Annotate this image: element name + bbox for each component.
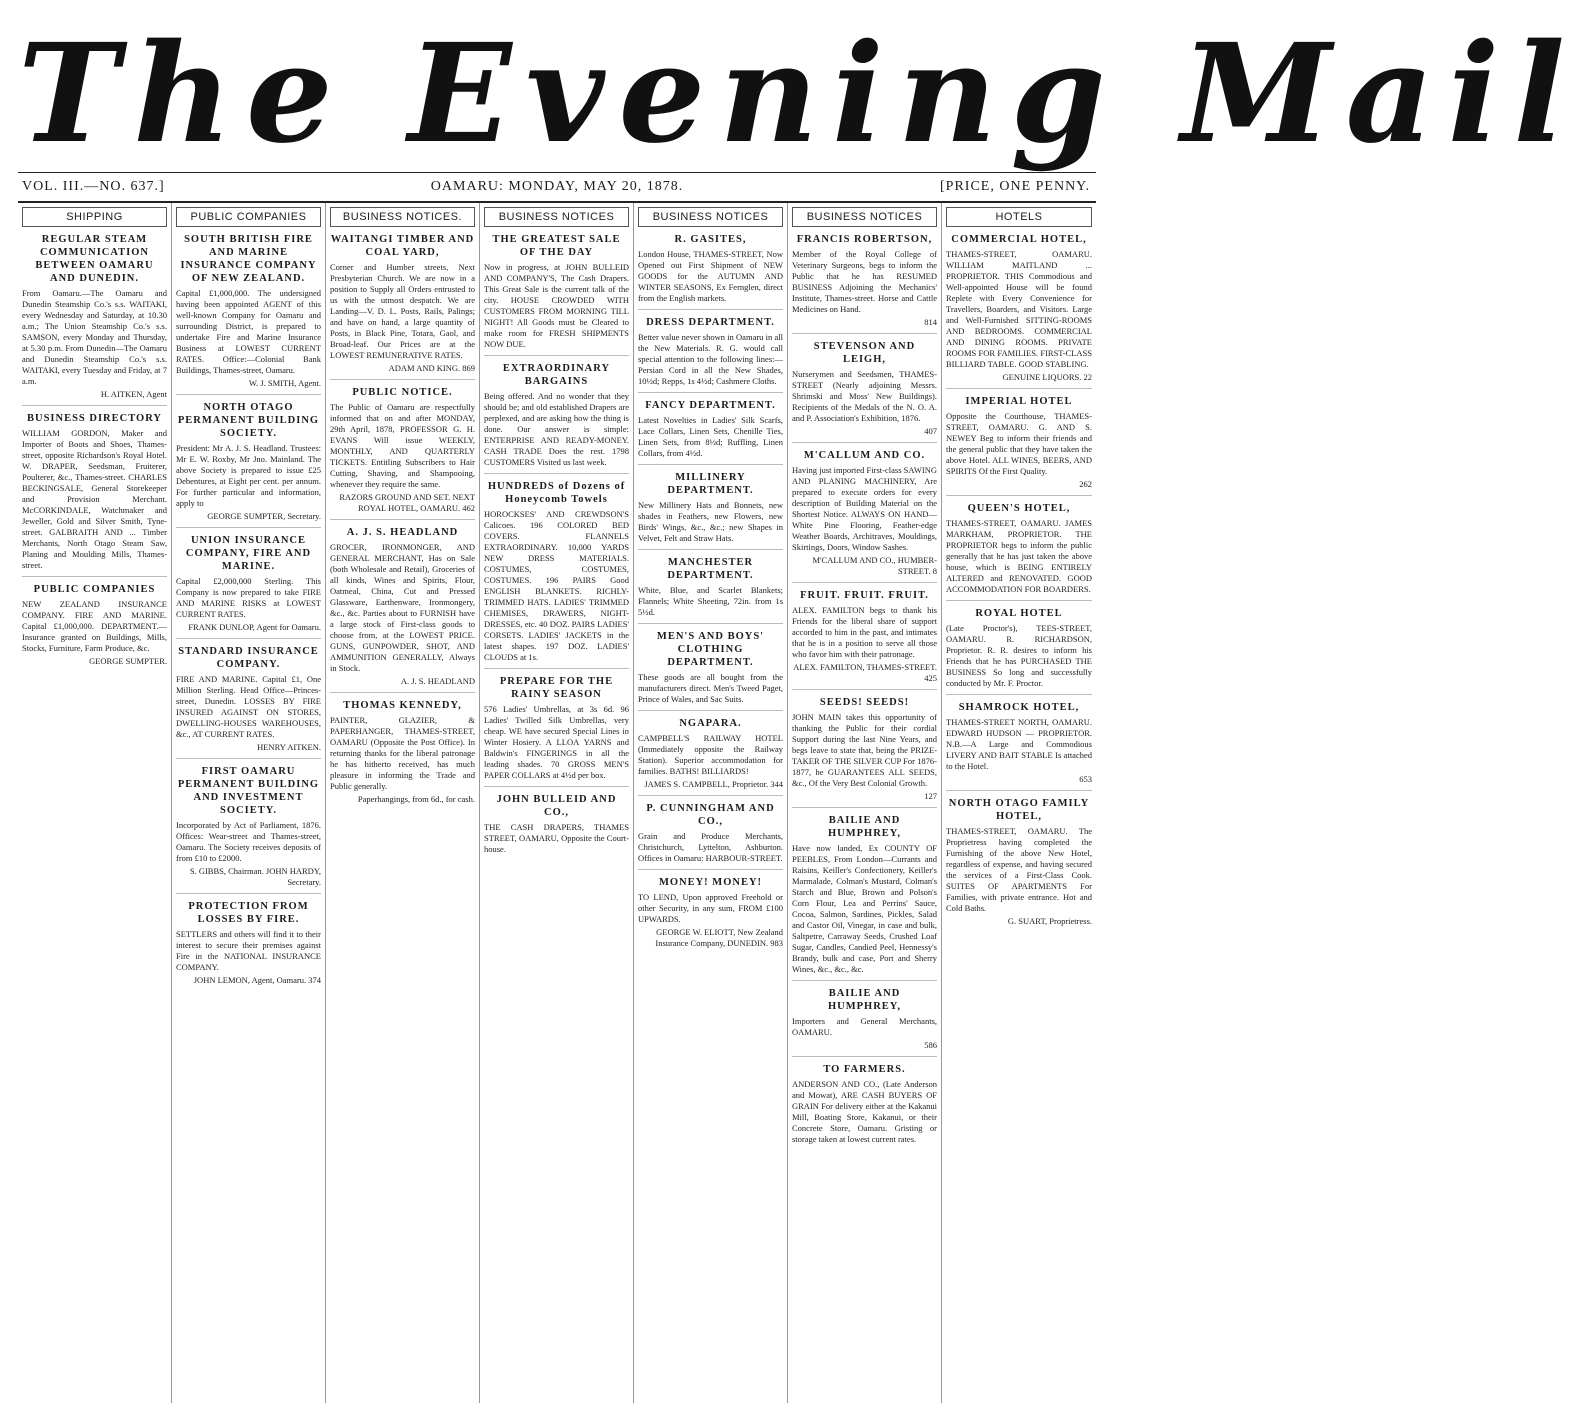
advertisement	[792, 449, 937, 583]
ad-body: PAINTER, GLAZIER, & PAPERHANGER, THAMES-STREET, OAMARU (Opposite the Post Office). In returning thanks for the liberal patronage he has hitherto received, has much pleasure in informing the Trade and Public generally.	[330, 715, 475, 791]
volume-number: VOL. III.—NO. 637.]	[22, 179, 165, 194]
column-4	[480, 203, 634, 1403]
ad-headline: BUSINESS DIRECTORY	[26, 413, 163, 424]
ad-body: WILLIAM GORDON, Maker and Importer of Boots and Shoes, Thames-street, opposite Richardson's Royal Hotel. W. DRAPER, Seedsman, Fruiterer, Poulterer, &c., Thames-street. CHARLES BECKINGSALE, General Storekeeper and Provision Merchant. McCORKINDALE, Watchmaker and Jeweller, Gold and Silver Smith, Tyne-street. GALBRAITH AND ... Timber Merchants, North Otago Steam Saw, Planing and Moulding Mills, Thames-street.	[22, 428, 167, 570]
ad-headline: FRANCIS ROBERTSON,	[796, 234, 933, 245]
ad-body: GROCER, IRONMONGER, AND GENERAL MERCHANT, Has on Sale (both Wholesale and Retail), Groceries of all kinds, Wines and Spirits, Flour, Oatmeal, China, Cut and Pressed Glassware, Earthenware, Ironmongery, &c., &c. Parties about to FURNISH have a large stock of First-class goods to choose from, at the LOWEST PRICE. GUNS, GUNPOWDER, SHOT, AND AMMUNITION GENERALLY, Always in Stock.	[330, 542, 475, 673]
ad-headline: HUNDREDS of Dozens of Honeycomb Towels	[487, 481, 626, 505]
ad-body: THAMES-STREET, OAMARU. The Proprietress having completed the Furnishing of the above New Hotel, regardless of expense, and having secured the services of a First-Class Cook. SUITES OF APARTMENTS For Families, with private entrance. Hot and Cold Baths.	[946, 826, 1092, 913]
advertisement	[792, 340, 937, 443]
ad-signature: ALEX. FAMILTON, THAMES-STREET. 425	[793, 662, 937, 683]
advertisement	[330, 699, 475, 810]
advertisement	[330, 233, 475, 380]
ad-body: Corner and Humber streets, Next Presbyterian Church. We are now in a position to Supply all Orders entrusted to us with the utmost despatch. We are Landing—V. D. L. Posts, Rails, Palings; and have on hand, a large quantity of Posts, in Black Pine, Totara, Gaol, and Broad-leaf. Our Prices are at the LOWEST REMUNERATIVE RATES.	[330, 262, 475, 360]
advertisement	[638, 630, 783, 711]
advertisement	[484, 480, 629, 669]
ad-signature: G. SUART, Proprietress.	[1007, 916, 1092, 926]
ad-body: Grain and Produce Merchants, Christchurch, Lyttelton, Ashburton. Offices in Oamaru: HARBOUR-STREET.	[638, 831, 783, 863]
ad-signature: JOHN LEMON, Agent, Oamaru. 374	[193, 975, 321, 985]
ad-body: Now in progress, at JOHN BULLEID AND COMPANY'S, The Cash Drapers. This Great Sale is the current talk of the city. HOUSE CROWDED WITH CUSTOMERS FROM MORNING TILL NIGHT! All Goods must be Cleared to make room for FRESH SHIPMENTS NOW DUE.	[484, 262, 629, 349]
ad-headline: FIRST OAMARU PERMANENT BUILDING AND INVESTMENT SOCIETY.	[177, 766, 320, 816]
ad-signature: M'CALLUM AND CO., HUMBER-STREET. 8	[812, 555, 937, 576]
advertisement	[792, 233, 937, 334]
ad-headline: MILLINERY DEPARTMENT.	[667, 472, 754, 496]
ad-signature: 127	[924, 791, 937, 801]
ad-body: The Public of Oamaru are respectfully informed that on and after MONDAY, 29th April, 1878, PROFESSOR G. H. EVANS Will issue WEEKLY, MONTHLY, AND QUARTERLY TICKETS. Entitling Subscribers to Hair Cutting, Shaving, and Shampooing, whenever they require the same.	[330, 402, 475, 489]
ad-signature: Paperhangings, from 6d., for cash.	[357, 794, 475, 804]
ad-signature: 653	[1079, 774, 1092, 784]
advertisement	[792, 696, 937, 808]
ad-body: 576 Ladies' Umbrellas, at 3s 6d. 96 Ladies' Twilled Silk Umbrellas, very cheap. WE have secured Special Lines in Winter Hosiery. A LLOA YARNS and Baldwin's FINGERINGS in all the leading shades. 70 GROSS MEN'S PAPER COLLARS at 4½d per box.	[484, 704, 629, 780]
ad-headline: BAILIE AND HUMPHREY,	[827, 988, 902, 1012]
ad-headline: SEEDS! SEEDS!	[819, 697, 910, 708]
ad-headline: A. J. S. HEADLAND	[346, 527, 459, 538]
advertisement	[946, 701, 1092, 791]
advertisement	[638, 399, 783, 465]
ad-headline: UNION INSURANCE COMPANY, FIRE AND MARINE.	[185, 535, 312, 572]
ad-headline: TO FARMERS.	[823, 1064, 906, 1075]
ad-body: Incorporated by Act of Parliament, 1876. Offices: Wear-street and Thames-street, Oamaru. The Society receives deposits of from £10 to £2000.	[176, 820, 321, 863]
advertisement	[792, 1063, 937, 1150]
ad-headline: PUBLIC COMPANIES	[33, 584, 156, 595]
ad-body: THAMES-STREET, OAMARU. JAMES MARKHAM, PROPRIETOR. THE PROPRIETOR begs to inform the public generally that he has just taken the above house, which is BEING ENTIRELY ALTERED and RENOVATED. GOOD ACCOMMODATION FOR BOARDERS.	[946, 518, 1092, 594]
ad-body: Capital £2,000,000 Sterling. This Company is now prepared to take FIRE AND MARINE RISKS at LOWEST CURRENT RATES.	[176, 576, 321, 619]
advertisement	[484, 362, 629, 474]
issue-info-bar	[18, 172, 1096, 203]
advertisement	[22, 583, 167, 672]
ad-signature: RAZORS GROUND AND SET. NEXT ROYAL HOTEL, OAMARU. 462	[339, 492, 475, 513]
ad-headline: NORTH OTAGO FAMILY HOTEL,	[948, 798, 1090, 822]
ad-body: London House, THAMES-STREET, Now Opened out First Shipment of NEW GOODS for the AUTUMN AND WINTER SEASONS, Ex Fernglen, direct from the English markets.	[638, 249, 783, 303]
ad-body: Being offered. And no wonder that they should be; and old established Drapers are perplexed, and are asking how the thing is done. Our answer is simple: ENTERPRISE AND READY-MONEY. CASH TRADE Does the rest. 1798 CUSTOMERS Visited us last week.	[484, 391, 629, 467]
advertisement	[484, 675, 629, 787]
ad-signature: 814	[924, 317, 937, 327]
ad-signature: A. J. S. HEADLAND	[400, 676, 475, 686]
ad-headline: P. CUNNINGHAM AND CO.,	[646, 803, 775, 827]
advertisement	[22, 233, 167, 406]
ad-body: Capital £1,000,000. The undersigned having been appointed AGENT of this well-known Company for Oamaru and surrounding District, is prepared to undertake Fire and Marine Insurance Business at LOWEST CURRENT RATES. Office:—Colonial Bank Buildings, Thames-street, Oamaru.	[176, 288, 321, 375]
advertisement	[176, 233, 321, 395]
ad-body: Importers and General Merchants, OAMARU.	[792, 1016, 937, 1037]
column-1	[18, 203, 172, 1403]
ad-body: (Late Proctor's), TEES-STREET, OAMARU. R. RICHARDSON, Proprietor. R. R. desires to inform his Friends that he has PURCHASED THE BUSINESS So long and successfully conducted by Mr. F. Proctor.	[946, 623, 1092, 688]
ad-signature: GEORGE SUMPTER.	[89, 656, 167, 666]
advertisement	[638, 717, 783, 796]
ad-body: ANDERSON AND CO., (Late Anderson and Mowat), ARE CASH BUYERS OF GRAIN For delivery either at the Kakanui Mill, Boating Store, Kakanui, or their Concrete Store, Oamaru. Gristing or storage taken at lowest current rates.	[792, 1079, 937, 1144]
advertisement	[176, 401, 321, 528]
advertisement	[792, 987, 937, 1057]
advertisement	[638, 876, 783, 954]
ad-body: CAMPBELL'S RAILWAY HOTEL (Immediately opposite the Railway Station). Superior accommodation for families. BATHS! BILLIARDS!	[638, 733, 783, 776]
advertisement	[484, 793, 629, 860]
advertisement	[638, 471, 783, 550]
ad-body: President: Mr A. J. S. Headland. Trustees: Mr E. W. Roxby, Mr Jno. Mainland. The above Society is prepared to issue £25 Debentures, at Eight per cent. per annum. For further particular and information, apply to	[176, 443, 321, 508]
ad-headline: MONEY! MONEY!	[658, 877, 763, 888]
advertisement	[330, 386, 475, 520]
column-heading: SHIPPING	[22, 207, 167, 227]
column-3	[326, 203, 480, 1403]
ad-signature: JAMES S. CAMPBELL, Proprietor. 344	[644, 779, 783, 789]
ad-signature: W. J. SMITH, Agent.	[248, 378, 321, 388]
ad-body: THE CASH DRAPERS, THAMES STREET, OAMARU, Opposite the Court-house.	[484, 822, 629, 854]
ad-headline: QUEEN'S HOTEL,	[967, 503, 1071, 514]
masthead	[18, 14, 1579, 174]
ad-body: Better value never shown in Oamaru in all the New Materials. R. G. would call special attention to the following lines:—Persian Cord in all the New Shades, 10½d; Repps, 1s 4½d; Cashmere Cloths.	[638, 332, 783, 386]
advertisement	[638, 802, 783, 870]
issue-price: [PRICE, ONE PENNY.	[940, 179, 1090, 194]
advertisement	[176, 900, 321, 991]
ad-headline: THE GREATEST SALE OF THE DAY	[492, 234, 621, 258]
advertisement	[638, 233, 783, 310]
column-heading: BUSINESS NOTICES	[792, 207, 937, 227]
advertisement	[22, 412, 167, 577]
ad-body: TO LEND, Upon approved Freehold or other Security, in any sum, FROM £100 UPWARDS.	[638, 892, 783, 924]
ad-headline: EXTRAORDINARY BARGAINS	[502, 363, 611, 387]
ad-signature: FRANK DUNLOP, Agent for Oamaru.	[188, 622, 321, 632]
ad-body: Member of the Royal College of Veterinary Surgeons, begs to inform the Public that he has RESUMED BUSINESS Adjoining the Mechanics' Institute, Thames-street. Horse and Cattle Medicines on Hand.	[792, 249, 937, 314]
ad-headline: COMMERCIAL HOTEL,	[951, 234, 1087, 245]
ad-headline: FANCY DEPARTMENT.	[645, 400, 776, 411]
ad-signature: 262	[1079, 479, 1092, 489]
ad-headline: FRUIT. FRUIT. FRUIT.	[800, 590, 929, 601]
ad-headline: STEVENSON AND LEIGH,	[813, 341, 916, 365]
ad-headline: PUBLIC NOTICE.	[352, 387, 453, 398]
issue-date: OAMARU: MONDAY, MAY 20, 1878.	[430, 179, 684, 194]
column-heading: BUSINESS NOTICES	[484, 207, 629, 227]
newspaper-title: The Evening Mail	[18, 14, 1579, 174]
advertisement	[946, 395, 1092, 496]
advertisement	[638, 316, 783, 393]
ad-headline: BAILIE AND HUMPHREY,	[827, 815, 902, 839]
advertisement	[946, 233, 1092, 389]
column-6	[788, 203, 942, 1403]
ad-body: Latest Novelties in Ladies' Silk Scarfs, Lace Collars, Linen Sets, Chenille Ties, Linen Sets, from 8½d; Ruffling, Linen Collars, from 4½d.	[638, 415, 783, 458]
ad-headline: PREPARE FOR THE RAINY SEASON	[499, 676, 614, 700]
ad-headline: IMPERIAL HOTEL	[965, 396, 1073, 407]
advertisement	[946, 797, 1092, 932]
ad-body: New Millinery Hats and Bonnets, new shades in Feathers, new Flowers, new Birds' Wings, &c., &c.; new Shapes in Velvet, Felt and Straw Hats.	[638, 500, 783, 543]
ad-headline: STANDARD INSURANCE COMPANY.	[178, 646, 319, 670]
ad-headline: REGULAR STEAM COMMUNICATION BETWEEN OAMARU AND DUNEDIN.	[35, 234, 154, 284]
ad-headline: MANCHESTER DEPARTMENT.	[667, 557, 754, 581]
columns-area	[18, 203, 1096, 1403]
ad-body: THAMES-STREET, OAMARU. WILLIAM MAITLAND ... PROPRIETOR. THIS Commodious and Well-appointed House will be found Replete with Every Convenience for Travellers, Boarders, and Visitors. Large and Well-Furnished SITTING-ROOMS AND BEDROOMS. COMMERCIAL AND DINING ROOMS. PRIVATE ROOMS FOR FAMILIES. FIRST-CLASS BILLIARD TABLE. GOOD STABLING.	[946, 249, 1092, 369]
ad-signature: GEORGE SUMPTER, Secretary.	[207, 511, 321, 521]
advertisement	[638, 556, 783, 624]
ad-headline: JOHN BULLEID AND CO.,	[496, 794, 617, 818]
column-heading: HOTELS	[946, 207, 1092, 227]
ad-signature: GEORGE W. ELIOTT, New Zealand Insurance Company, DUNEDIN. 983	[655, 927, 783, 948]
ad-body: Opposite the Courthouse, THAMES-STREET, OAMARU. G. AND S. NEWEY Beg to inform their friends and the general public that they have taken the above Hotel. ALL WINES, BEERS, AND SPIRITS Of the First Quality.	[946, 411, 1092, 476]
advertisement	[792, 589, 937, 690]
ad-headline: NGAPARA.	[679, 718, 742, 729]
advertisement	[330, 526, 475, 693]
ad-signature: 407	[924, 426, 937, 436]
ad-body: JOHN MAIN takes this opportunity of thanking the Public for their cordial Support during the last Nine Years, and begs leave to state that, being the PRIZE-TAKER OF THE SILVER CUP For 1876-1877, he GUARANTEES ALL SEEDS, &c., Of the Very Best Colonial Growth.	[792, 712, 937, 788]
ad-headline: M'CALLUM AND CO.	[803, 450, 926, 461]
advertisement	[176, 645, 321, 759]
ad-signature: 586	[924, 1040, 937, 1050]
column-7	[942, 203, 1096, 1403]
ad-headline: MEN'S AND BOYS' CLOTHING DEPARTMENT.	[656, 631, 765, 668]
ad-headline: WAITANGI TIMBER AND COAL YARD,	[330, 234, 475, 258]
advertisement	[792, 814, 937, 981]
ad-body: HOROCKSES' AND CREWDSON'S Calicoes. 196 COLORED BED COVERS. FLANNELS EXTRAORDINARY. 10,000 YARDS NEW DRESS MATERIALS. COSTUMES, COSTUMES, COSTUMES. 196 PAIRS Good ENGLISH BLANKETS. RICHLY-TRIMMED HATS. LADIES' TRIMMED CHEMISES, DRAWERS, NIGHT-DRESSES, etc. 40 DOZ. PAIRS LADIES' CORSETS. LADIES' JACKETS in the latest shapes. 197 DOZ. LADIES' CLOUDS at 1s.	[484, 509, 629, 662]
advertisement	[176, 765, 321, 894]
ad-body: SETTLERS and others will find it to their interest to secure their premises against Fire in the NATIONAL INSURANCE COMPANY.	[176, 929, 321, 972]
ad-headline: THOMAS KENNEDY,	[343, 700, 462, 711]
advertisement	[176, 534, 321, 639]
ad-signature: GENUINE LIQUORS. 22	[1002, 372, 1092, 382]
ad-signature: H. AITKEN, Agent	[100, 389, 167, 399]
ad-body: THAMES-STREET NORTH, OAMARU. EDWARD HUDSON — PROPRIETOR. N.B.—A Large and Commodious LIVERY AND BAIT STABLE Is attached to the Hotel.	[946, 717, 1092, 771]
ad-headline: ROYAL HOTEL	[975, 608, 1063, 619]
ad-signature: HENRY AITKEN.	[257, 742, 321, 752]
column-5	[634, 203, 788, 1403]
ad-body: From Oamaru.—The Oamaru and Dunedin Steamship Co.'s s.s. WAITAKI, every Wednesday and Saturday, at 10.30 a.m.; The Union Steamship Co.'s s.s. SAMSON, every Monday and Thursday, at 5.30 p.m. From Dunedin—The Oamaru and Dunedin Steamship Co.'s s.s. WAITAKI, every Tuesday and Friday, at 7 a.m.	[22, 288, 167, 386]
ad-body: NEW ZEALAND INSURANCE COMPANY. FIRE AND MARINE. Capital £1,000,000. DEPARTMENT.—Insurance granted on Buildings, Mills, Stocks, Furniture, Farm Produce, &c.	[22, 599, 167, 653]
ad-headline: DRESS DEPARTMENT.	[646, 317, 775, 328]
advertisement	[946, 502, 1092, 601]
ad-headline: SHAMROCK HOTEL,	[958, 702, 1080, 713]
ad-signature: ADAM AND KING. 869	[388, 363, 475, 373]
ad-headline: R. GASITES,	[674, 234, 747, 245]
ad-body: Nurserymen and Seedsmen, THAMES-STREET (Nearly adjoining Messrs. Shrimski and Moss' New Buildings). Recipients of the Medals of the N. O. A. and P. Association's Exhibition, 1876.	[792, 369, 937, 423]
ad-headline: PROTECTION FROM LOSSES BY FIRE.	[188, 901, 309, 925]
column-heading: BUSINESS NOTICES	[638, 207, 783, 227]
ad-body: These goods are all bought from the manufacturers direct. Men's Tweed Paget, Prince of Wales, and Sac Suits.	[638, 672, 783, 704]
column-heading: PUBLIC COMPANIES	[176, 207, 321, 227]
advertisement	[946, 607, 1092, 695]
ad-signature: S. GIBBS, Chairman. JOHN HARDY, Secretary.	[189, 866, 321, 887]
ad-body: Have now landed, Ex COUNTY OF PEEBLES, From London—Currants and Raisins, Keiller's Confectionery, Keiller's Marmalade, Colman's Mustard, Colman's Starch and Blue, Brown and Polson's Corn Flour, Lea and Perrins' Sauce, Cocoa, Salmon, Sardines, Pickles, Salad and Castor Oil, Vinegar, in case and bulk, Saltpetre, Carraway Seeds, Crushed Loaf Sugar, Candles, Candied Peel, Hennessy's Brandy, bulk and case, Port and Sherry Wines, &c., &c., &c.	[792, 843, 937, 974]
column-heading: BUSINESS NOTICES.	[330, 207, 475, 227]
ad-headline: NORTH OTAGO PERMANENT BUILDING SOCIETY.	[177, 402, 320, 439]
ad-body: Having just imported First-class SAWING AND PLANING MACHINERY, Are prepared to execute orders for every description of Building Material on the Shortest Notice. ALWAYS ON HAND—White Pine Flooring, Feather-edge Weather Boards, Architraves, Mouldings, Skirtings, Doors, Window Sashes.	[792, 465, 937, 552]
ad-headline: SOUTH BRITISH FIRE AND MARINE INSURANCE COMPANY OF NEW ZEALAND.	[180, 234, 317, 284]
ad-body: White, Blue, and Scarlet Blankets; Flannels; White Sheeting, 72in. from 1s 5½d.	[638, 585, 783, 617]
ad-body: ALEX. FAMILTON begs to thank his Friends for the liberal share of support accorded to him in the past, and intimates that he is in a position to serve all those who favor him with their patronage.	[792, 605, 937, 659]
ad-body: FIRE AND MARINE. Capital £1, One Million Sterling. Head Office—Princes-street, Dunedin. LOSSES BY FIRE INSURED AGAINST ON STORES, DWELLING-HOUSES WAREHOUSES, &c., AT CURRENT RATES.	[176, 674, 321, 739]
advertisement	[484, 233, 629, 356]
column-2	[172, 203, 326, 1403]
